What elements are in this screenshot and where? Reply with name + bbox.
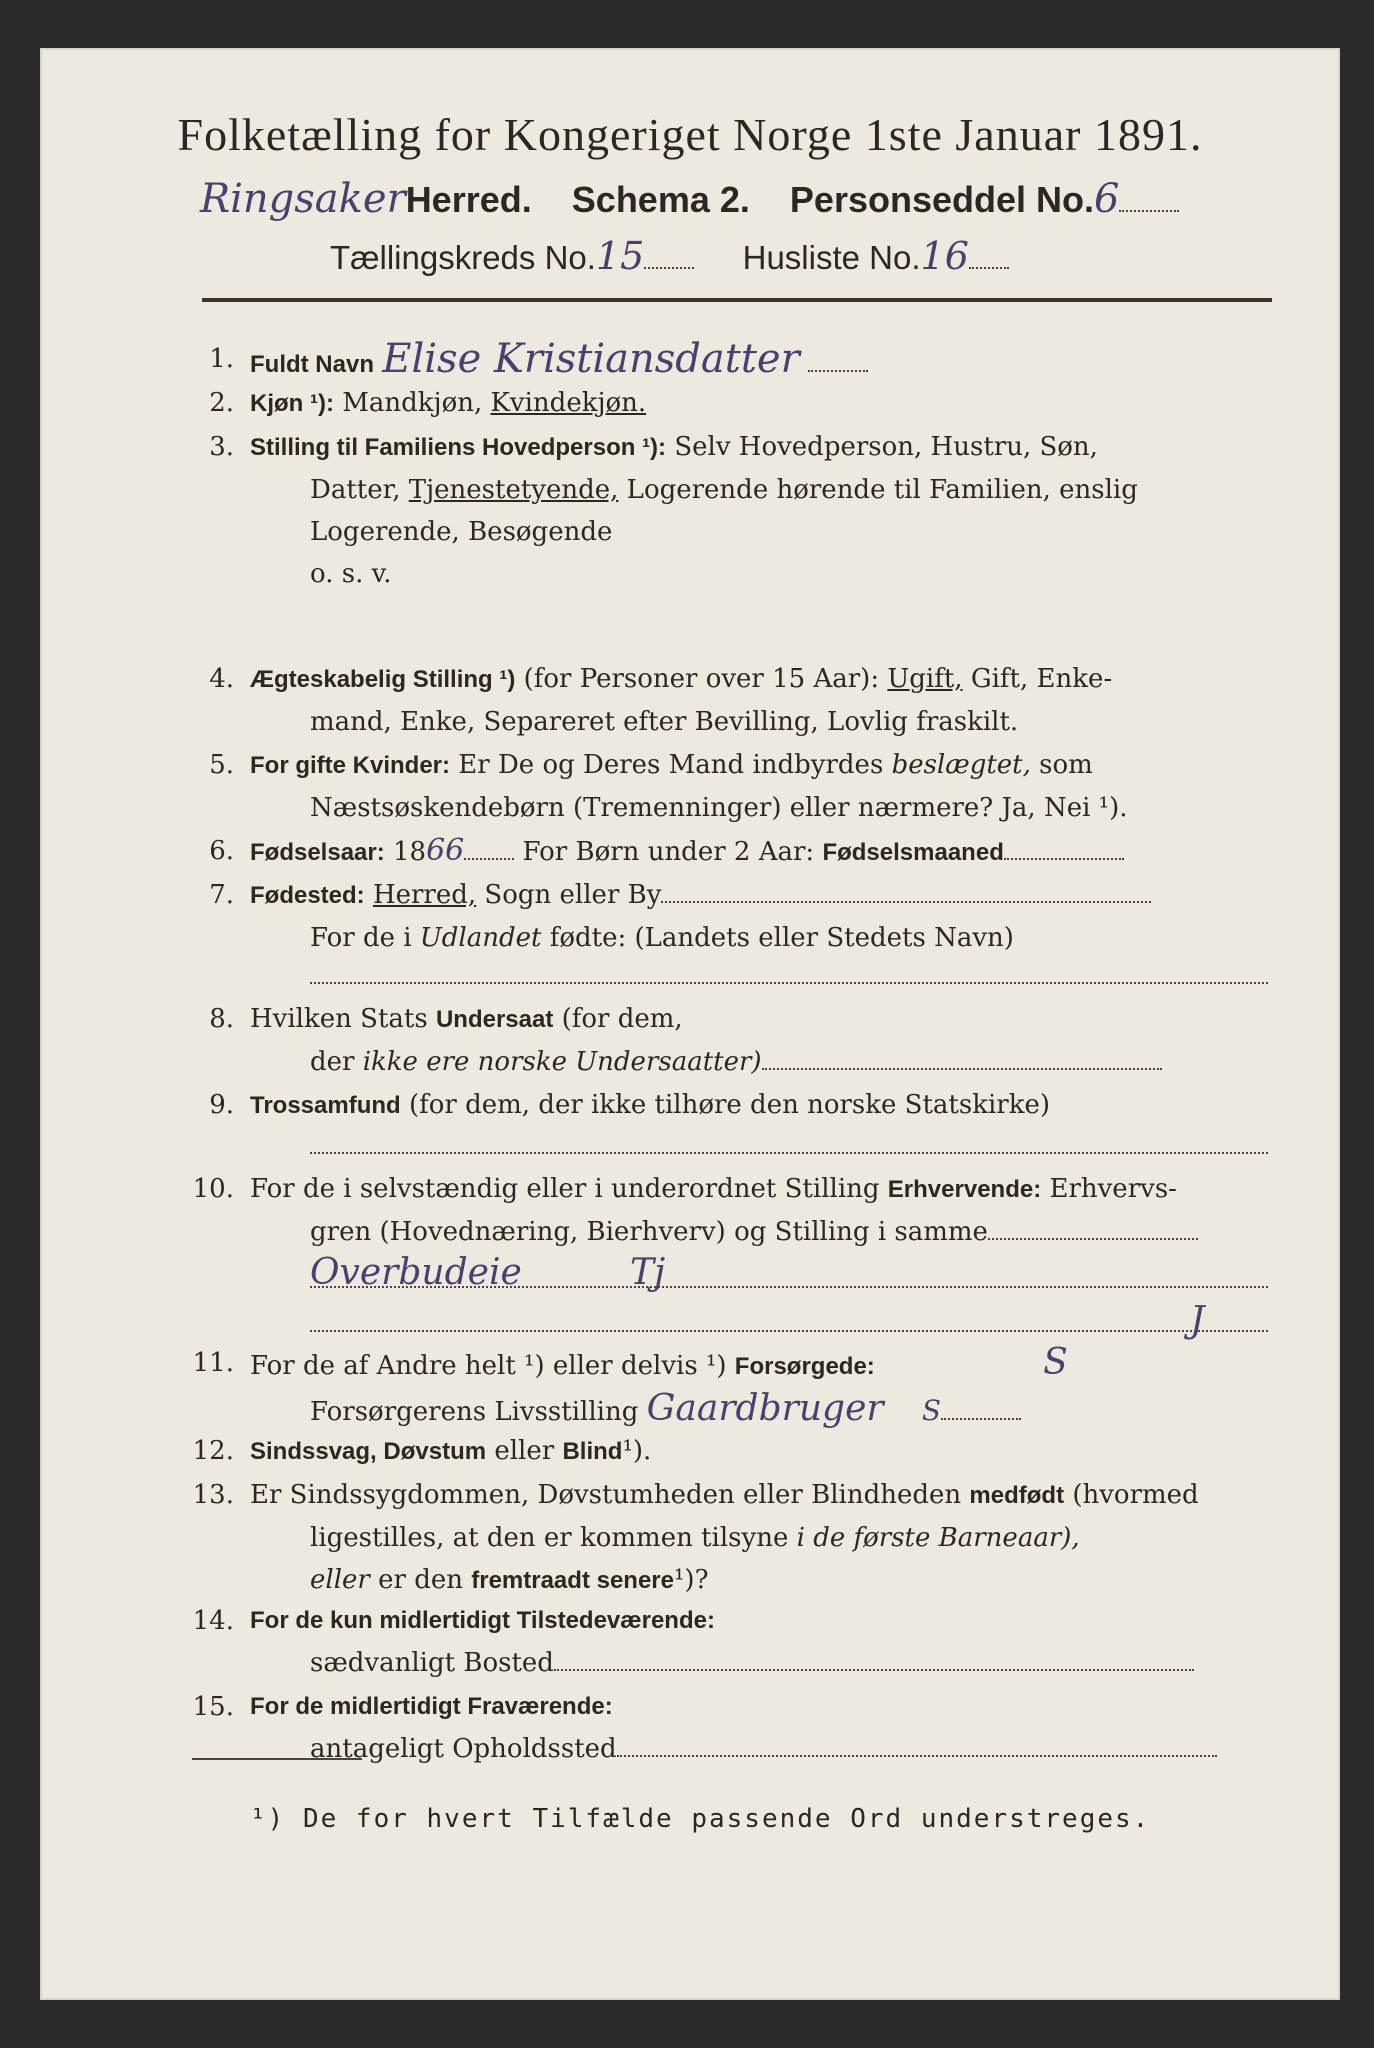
item-5	[190, 744, 1270, 834]
citizenship-label: Undersaat	[435, 1006, 554, 1033]
marital-option-unmarried: Ugift,	[887, 664, 963, 694]
item-number: 4.	[209, 664, 234, 694]
family-position-options-2: Logerende hørende til Familien, enslig	[626, 475, 1138, 505]
item-number: 8.	[209, 1004, 234, 1034]
item-1	[190, 338, 1270, 384]
family-position-options-1: Selv Hovedperson, Hustru, Søn,	[674, 432, 1098, 462]
married-women-question: Er De og Deres Mand indbyrdes	[458, 750, 884, 780]
item-text	[250, 1686, 1270, 1770]
item-text	[250, 1084, 1270, 1127]
item-text	[250, 874, 1270, 959]
occupation-label: Erhvervende:	[887, 1176, 1042, 1203]
item-number: 11.	[192, 1348, 234, 1378]
occupation-second-line	[190, 1300, 1270, 1346]
occupation-branch-word: Erhvervs-	[1049, 1174, 1177, 1204]
birth-year-value: 66	[426, 833, 465, 868]
item-2	[190, 382, 1270, 426]
item-text	[250, 830, 1270, 874]
item-9	[190, 1084, 1270, 1130]
birth-year-prefix: 18	[392, 837, 427, 867]
item-4	[190, 658, 1270, 748]
item-6	[190, 830, 1270, 876]
congenital-whereby: (hvormed	[1072, 1480, 1199, 1510]
birthplace-options: Sogn eller By	[484, 880, 662, 910]
citizenship-dots	[762, 1048, 1162, 1070]
later-onset-label: fremtraadt senere	[471, 1567, 674, 1594]
occupation-mark: Tj	[630, 1252, 666, 1293]
occupation-dotline-1	[310, 1286, 1268, 1288]
family-position-etc: o. s. v.	[310, 559, 392, 589]
item-number: 13.	[192, 1480, 234, 1510]
married-women-question-2: Næstsøskendebørn (Tremenninger) eller nærmere? Ja, Nei ¹).	[310, 793, 1128, 823]
item-number: 5.	[209, 750, 234, 780]
occupation-prefix: For de i selvstændig eller i underordnet Stilling	[250, 1174, 880, 1204]
birth-month-dots	[1004, 838, 1124, 860]
birthplace-option-herred: Herred,	[372, 880, 477, 910]
married-women-label: For gifte Kvinder:	[250, 752, 451, 779]
item-text	[250, 1430, 1270, 1473]
herred-line	[200, 176, 1260, 236]
kreds-dots	[644, 247, 694, 269]
item-3	[190, 426, 1270, 606]
citizenship-condition-prefix: der	[310, 1047, 355, 1077]
disability-label: Sindssvag, Døvstum	[250, 1438, 487, 1465]
provider-occupation-mark: S	[921, 1394, 942, 1427]
census-form-sheet	[40, 48, 1340, 2000]
occupation-dots	[988, 1218, 1198, 1240]
item-7	[190, 874, 1270, 964]
supported-label: Forsørgede:	[734, 1353, 875, 1380]
religion-label: Trossamfund	[250, 1092, 401, 1119]
related-word: beslægtet,	[891, 750, 1031, 780]
footnote-rule	[192, 1758, 362, 1760]
full-name-label: Fuldt Navn	[250, 351, 374, 378]
item-12	[190, 1430, 1270, 1476]
congenital-or: eller	[310, 1565, 370, 1595]
congenital-question: Er Sindssygdommen, Døvstumheden eller Blindheden	[250, 1480, 962, 1510]
marital-options-2: mand, Enke, Separeret efter Bevilling, Lovlig fraskilt.	[310, 707, 1019, 737]
header-rule	[202, 298, 1272, 302]
item-text	[250, 1168, 1270, 1253]
birthplace-dots	[661, 881, 1151, 903]
congenital-label: medfødt	[969, 1482, 1065, 1509]
herred-label: Herred.	[405, 179, 532, 220]
temporary-present-label: For de kun midlertidigt Tilstedeværende:	[250, 1607, 715, 1634]
full-name-value: Elise Kristiansdatter	[382, 336, 800, 382]
birthplace-label: Fødested:	[250, 882, 365, 909]
birthplace-foreign-dotline	[310, 982, 1268, 984]
item-text	[250, 1600, 1270, 1684]
birth-year-label: Fødselsaar:	[250, 839, 385, 866]
usual-residence-dots	[554, 1649, 1194, 1671]
citizenship-condition: (for dem,	[561, 1004, 683, 1034]
item-8	[190, 998, 1270, 1088]
item-text	[250, 744, 1270, 829]
personseddel-value: 6	[1094, 176, 1120, 222]
item-text	[250, 1474, 1270, 1602]
item-number: 2.	[209, 388, 234, 418]
foreign-word: Udlandet	[419, 923, 542, 953]
sex-label: Kjøn ¹):	[250, 390, 334, 417]
item-number: 12.	[192, 1436, 234, 1466]
schema-label: Schema 2.	[571, 179, 750, 220]
married-women-question-end: som	[1039, 750, 1093, 780]
family-position-options-3: Logerende, Besøgende	[310, 517, 613, 547]
item-text	[250, 1342, 1270, 1433]
kreds-value: 15	[595, 234, 645, 278]
supported-mark: S	[1043, 1342, 1068, 1383]
item-text	[250, 658, 1270, 743]
marital-status-condition: (for Personer over 15 Aar):	[523, 664, 880, 694]
congenital-is-it: er den	[378, 1565, 463, 1595]
congenital-childhood: i de første Barneaar),	[796, 1523, 1080, 1553]
citizenship-prefix: Hvilken Stats	[250, 1004, 428, 1034]
disability-footnote-mark: ¹).	[622, 1436, 652, 1466]
marital-options-1: Gift, Enke-	[970, 664, 1113, 694]
personseddel-label: Personseddel No.	[789, 179, 1095, 220]
item-number: 9.	[209, 1090, 234, 1120]
occupation-branch-text: gren (Hovednæring, Bierhverv) og Stilling i samme	[310, 1217, 988, 1247]
occupation-second-mark-wrap	[1190, 1300, 1270, 1345]
birth-year-dots	[464, 838, 514, 860]
congenital-explanation: ligestilles, at den er kommen tilsyne	[310, 1523, 789, 1553]
occupation-dotline-2	[310, 1330, 1268, 1332]
occupation-value-wrap	[310, 1252, 1270, 1297]
item-number: 7.	[209, 880, 234, 910]
footnote: ¹) De for hvert Tilfælde passende Ord understreges.	[250, 1804, 1151, 1834]
probable-residence-dots	[617, 1735, 1217, 1757]
item-number: 14.	[192, 1606, 234, 1636]
kreds-label: Tællingskreds No.	[330, 239, 596, 276]
supported-prefix: For de af Andre helt ¹) eller delvis ¹)	[250, 1351, 727, 1381]
provider-occupation-value: Gaardbruger	[646, 1388, 884, 1429]
item-text	[250, 338, 1270, 386]
foreign-born-prefix: For de i	[310, 923, 412, 953]
usual-residence-label: sædvanligt Bosted	[310, 1648, 554, 1678]
temporary-absent-label: For de midlertidigt Fraværende:	[250, 1693, 613, 1720]
occupation-value: Overbudeie	[310, 1252, 522, 1293]
blind-label: Blind	[562, 1438, 623, 1465]
herred-value: Ringsaker	[200, 176, 406, 222]
item-number: 6.	[209, 836, 234, 866]
item-14	[190, 1600, 1270, 1690]
religion-dotline	[310, 1152, 1268, 1154]
family-position-option-daughter: Datter,	[310, 475, 401, 505]
full-name-dots	[808, 350, 868, 372]
religion-condition: (for dem, der ikke tilhøre den norske Statskirke)	[408, 1090, 1051, 1120]
item-text	[250, 426, 1270, 595]
item-text	[250, 998, 1270, 1083]
sex-option-male: Mandkjøn,	[342, 388, 483, 418]
marital-status-label: Ægteskabelig Stilling ¹)	[250, 666, 516, 693]
item-number: 3.	[209, 432, 234, 462]
husliste-value: 16	[920, 234, 969, 278]
disability-or: eller	[494, 1436, 555, 1466]
item-10	[190, 1168, 1270, 1258]
birth-month-condition: For Børn under 2 Aar:	[522, 837, 815, 867]
occupation-value-line	[190, 1252, 1270, 1298]
kreds-line	[330, 234, 1230, 290]
birth-month-label: Fødselsmaaned	[822, 839, 1004, 866]
family-position-label: Stilling til Familiens Hovedperson ¹):	[250, 434, 667, 461]
provider-occupation-label: Forsørgerens Livsstilling	[310, 1397, 639, 1427]
item-15	[190, 1686, 1270, 1776]
occupation-mark-2: J	[1190, 1300, 1205, 1341]
form-title: Folketælling for Kongeriget Norge 1ste Januar 1891.	[177, 109, 1203, 160]
provider-occupation-dots	[941, 1398, 1021, 1420]
citizenship-condition-italic: ikke ere norske Undersaatter)	[362, 1047, 762, 1077]
probable-residence-label: antageligt Opholdssted	[310, 1734, 617, 1764]
foreign-born-text: fødte: (Landets eller Stedets Navn)	[549, 923, 1014, 953]
item-11	[190, 1342, 1270, 1432]
item-number: 15.	[192, 1692, 234, 1722]
personseddel-dots	[1119, 190, 1179, 212]
item-text	[250, 382, 1270, 425]
husliste-label: Husliste No.	[742, 239, 921, 276]
item-13	[190, 1474, 1270, 1606]
item-number: 1.	[209, 344, 234, 374]
husliste-dots	[969, 247, 1009, 269]
later-onset-footnote-mark: ¹)?	[674, 1565, 709, 1595]
sex-option-female: Kvindekjøn.	[490, 388, 647, 418]
item-number: 10.	[192, 1174, 234, 1204]
family-position-option-servant: Tjenestetyende,	[408, 475, 619, 505]
